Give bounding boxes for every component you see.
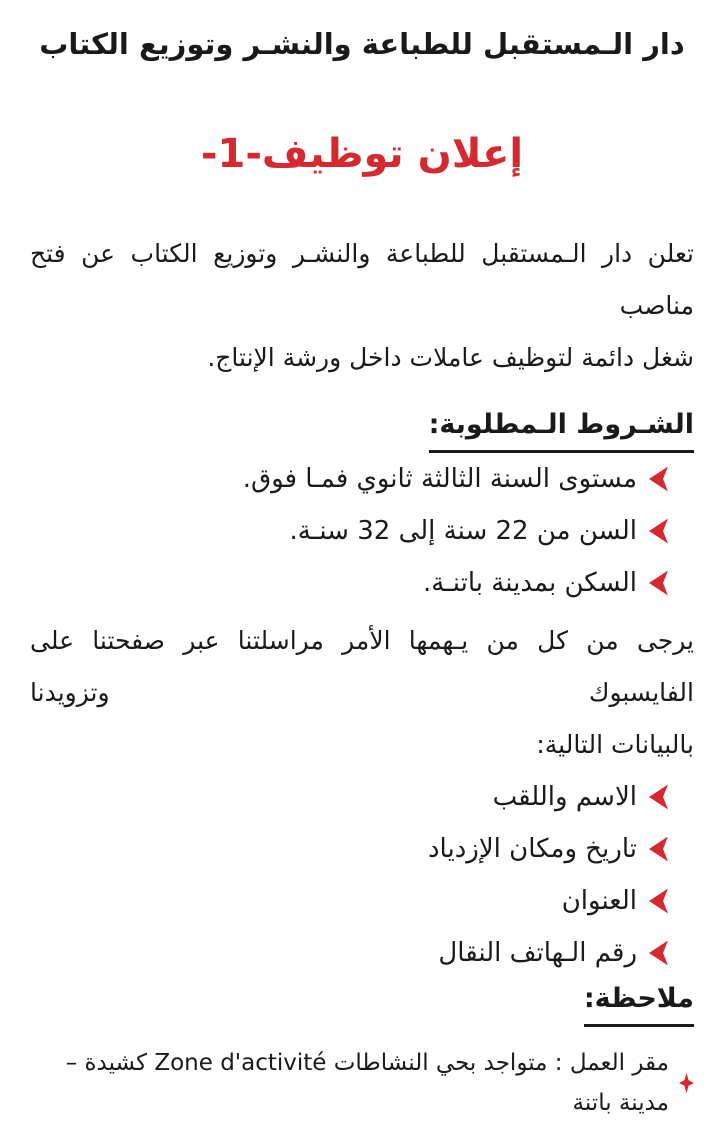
- contact-paragraph: [30, 615, 694, 771]
- arrow-bullet-icon: [649, 571, 668, 596]
- requirement-item-label: مستوى السنة الثالثة ثانوي فمـا فوق.: [242, 464, 637, 494]
- requirement-item-label: السكن بمدينة باتنـة.: [422, 568, 637, 598]
- workplace-note-text: مقر العمل : متواجد بحي النشاطات Zone d'activité كشيدة – مدينة باتنة: [65, 1050, 669, 1116]
- arrow-bullet-icon: [649, 941, 668, 966]
- arrow-bullet-icon: [649, 837, 668, 862]
- announcement-title: إعلان توظيف-1-: [200, 131, 524, 177]
- company-title: دار الـمستقبل للطباعة والنشـر وتوزيع الكتاب: [39, 27, 685, 61]
- data-item-address: [30, 875, 668, 927]
- requirements-list: [30, 453, 668, 609]
- data-item-birth: [30, 823, 668, 875]
- arrow-bullet-icon: [649, 785, 668, 810]
- requirement-item-age: [30, 505, 668, 557]
- data-item-label: رقم الـهاتف النقال: [438, 938, 637, 968]
- arrow-bullet-icon: [649, 519, 668, 544]
- requirement-item-education: [30, 453, 668, 505]
- requirement-item-label: السن من 22 سنة إلى 32 سنـة.: [289, 516, 637, 546]
- contact-line-2: بالبيانات التالية:: [536, 730, 694, 759]
- workplace-note: [30, 1043, 694, 1123]
- data-item-label: تاريخ ومكان الإزدياد: [427, 834, 637, 864]
- intro-paragraph: [30, 228, 694, 384]
- data-item-phone: [30, 927, 668, 979]
- required-data-list: [30, 771, 668, 979]
- intro-line-1: تعلن دار الـمستقبل للطباعة والنشـر وتوزيع الكتاب عن فتح مناصب: [30, 239, 694, 320]
- diamond-bullet-icon: [679, 1073, 694, 1093]
- note-heading: ملاحظة:: [584, 982, 694, 1027]
- data-item-label: الاسم واللقب: [492, 782, 637, 812]
- arrow-bullet-icon: [649, 889, 668, 914]
- contact-line-1: يرجى من كل من يـهمها الأمر مراسلتنا عبر صفحتنا على الفايسبوك وتزويدنا: [30, 626, 694, 707]
- intro-line-2: شغل دائمة لتوظيف عاملات داخل ورشة الإنتاج.: [207, 343, 694, 372]
- data-item-label: العنوان: [561, 886, 637, 916]
- requirements-heading: الشـروط الـمطلوبة:: [429, 408, 694, 453]
- data-item-fullname: [30, 771, 668, 823]
- arrow-bullet-icon: [649, 467, 668, 492]
- requirement-item-residence: [30, 557, 668, 609]
